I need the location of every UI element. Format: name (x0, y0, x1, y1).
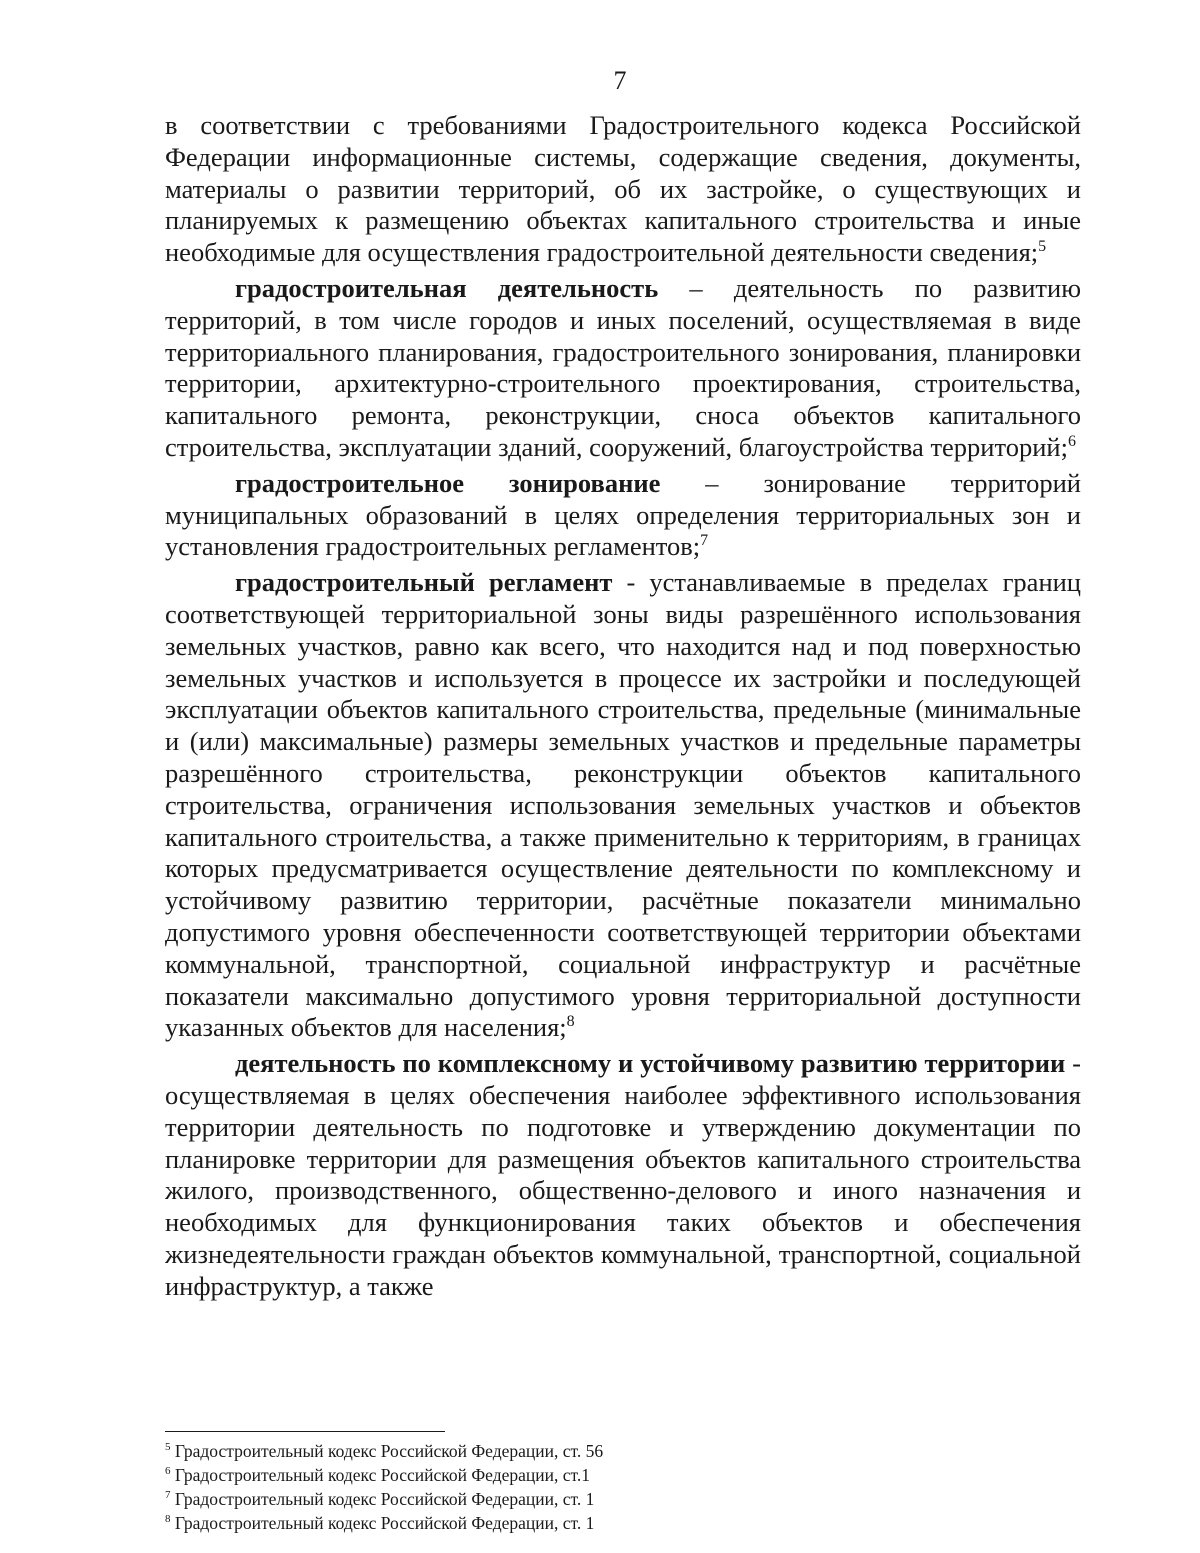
body-text (165, 110, 1081, 1306)
footnote-number: 6 (165, 1465, 171, 1478)
footnote-text: Градостроительный кодекс Российской Федерации, ст. 56 (170, 1441, 604, 1461)
footnote (165, 1439, 1065, 1463)
footnote-ref: 7 (700, 532, 709, 550)
footnote-ref: 6 (1067, 433, 1076, 451)
footnote-text: Градостроительный кодекс Российской Федерации, ст.1 (170, 1465, 590, 1485)
footnote (165, 1463, 1065, 1487)
definition-text: - осуществляемая в целях обеспечения наиболее эффективного использования территории деятельность по подготовке и утверждению документации по планировке территории для размещения объектов капитального строительства жилого, производственного, общественно-делового и иного назначения и необходимых для функционирования таких объектов и обеспечения жизнедеятельности граждан объектов коммунальной, транспортной, социальной инфраструктур, а также (165, 1048, 1081, 1301)
footnote-ref: 8 (566, 1013, 575, 1031)
footnote-number: 7 (165, 1489, 171, 1502)
defined-term: градостроительное зонирование (235, 467, 661, 498)
footnote-text: Градостроительный кодекс Российской Федерации, ст. 1 (170, 1513, 595, 1533)
defined-term: градостроительная деятельность (235, 272, 659, 303)
footnote-divider (165, 1431, 445, 1432)
definition-text: - устанавливаемые в пределах границ соответствующей территориальной зоны виды разрешённого использования земельных участков, равно как всего, что находится над и под поверхностью земельных участков и используется в процессе их застройки и последующей эксплуатации объектов капитального строительства, предельные (минимальные и (или) максимальные) размеры земельных участков и предельные параметры разрешённого строительства, реконструкции объектов капитального строительства, ограничения использования земельных участков и объектов капитального строительства, а также применительно к территориям, в границах которых предусматривается осуществление деятельности по комплексному и устойчивому развитию территории, расчётные показатели минимально допустимого уровня обеспеченности соответствующей территории объектами коммунальной, транспортной, социальной инфраструктур и расчётные показатели максимально допустимого уровня территориальной доступности указанных объектов для населения; (165, 567, 1081, 1043)
defined-term: градостроительный регламент (235, 567, 613, 598)
footnote-text: Градостроительный кодекс Российской Федерации, ст. 1 (170, 1489, 595, 1509)
footnote (165, 1487, 1065, 1511)
definition-urban-planning-activity (165, 273, 1081, 464)
definition-urban-zoning (165, 468, 1081, 563)
footnote-ref: 5 (1038, 238, 1047, 256)
footnote-number: 5 (165, 1441, 171, 1454)
defined-term: деятельность по комплексному и устойчивому развитию территории (235, 1048, 1066, 1079)
page-number: 7 (613, 66, 627, 95)
paragraph-text: в соответствии с требованиями Градостроительного кодекса Российской Федерации информационные системы, содержащие сведения, документы, материалы о развитии территорий, об их застройке, о существующих и планируемых к размещению объектах капитального строительства и иные необходимые для осуществления градостроительной деятельности сведения; (165, 110, 1081, 268)
footnotes (165, 1439, 1065, 1535)
definition-text: – деятельность по развитию территорий, в том числе городов и иных поселений, осуществляемая в виде территориального планирования, градостроительного зонирования, планировки территории, архитектурно-строительного проектирования, строительства, капитального ремонта, реконструкции, сноса объектов капитального строительства, эксплуатации зданий, сооружений, благоустройства территорий; (165, 272, 1081, 462)
paragraph-information-systems (165, 110, 1081, 269)
definition-complex-development (165, 1048, 1081, 1302)
footnote-number: 8 (165, 1513, 171, 1526)
definition-urban-regulation (165, 567, 1081, 1044)
footnote (165, 1511, 1065, 1535)
definition-text: – зонирование территорий муниципальных образований в целях определения территориальных зон и установления градостроительных регламентов; (165, 467, 1081, 562)
